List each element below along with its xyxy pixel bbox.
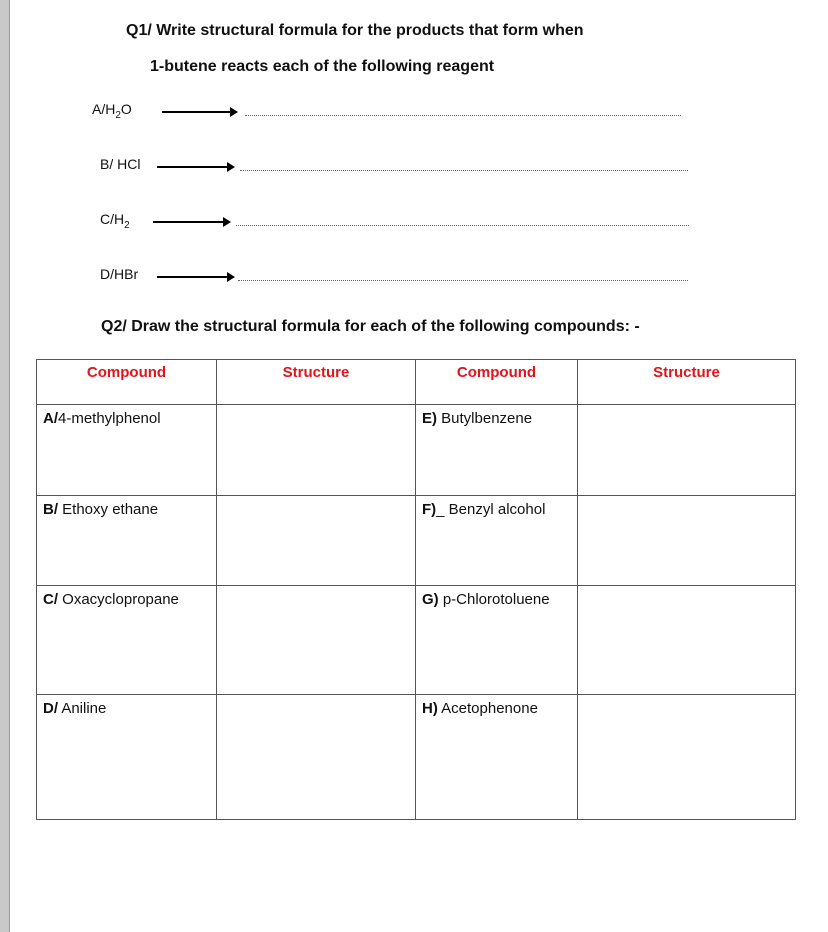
structure-cell[interactable]	[578, 405, 796, 496]
reaction-arrow	[157, 276, 233, 278]
q1-title: Q1/ Write structural formula for the products that form when	[126, 22, 584, 39]
answer-line	[238, 280, 688, 281]
compound-cell: D/ Aniline	[37, 695, 217, 820]
compound-cell: A/4-methylphenol	[37, 405, 217, 496]
answer-line	[240, 170, 688, 171]
table-row	[37, 695, 796, 820]
header-structure: Structure	[217, 360, 416, 405]
q1-subtitle: 1-butene reacts each of the following reagent	[150, 58, 495, 75]
header-compound: Compound	[416, 360, 578, 405]
table-row	[37, 496, 796, 586]
worksheet-page	[9, 0, 828, 932]
table-row	[37, 586, 796, 695]
structure-cell[interactable]	[578, 695, 796, 820]
header-structure: Structure	[578, 360, 796, 405]
reaction-arrow	[157, 166, 233, 168]
reagent-label: D/HBr	[100, 266, 139, 282]
compound-cell: F)_ Benzyl alcohol	[416, 496, 578, 586]
structure-cell[interactable]	[217, 405, 416, 496]
compound-cell: H) Acetophenone	[416, 695, 578, 820]
structure-cell[interactable]	[578, 586, 796, 695]
answer-line	[236, 225, 689, 226]
compound-cell: B/ Ethoxy ethane	[37, 496, 217, 586]
header-compound: Compound	[37, 360, 217, 405]
structure-cell[interactable]	[217, 586, 416, 695]
answer-line	[245, 115, 681, 116]
reagent-label: B/ HCl	[100, 156, 141, 172]
compound-cell: C/ Oxacyclopropane	[37, 586, 217, 695]
compound-cell: G) p-Chlorotoluene	[416, 586, 578, 695]
structure-cell[interactable]	[217, 496, 416, 586]
q2-title: Q2/ Draw the structural formula for each of the following compounds: -	[101, 318, 640, 335]
reaction-arrow	[162, 111, 236, 113]
reagent-label: $A/H_2O$	[92, 101, 132, 121]
structure-cell[interactable]	[217, 695, 416, 820]
table-row	[37, 405, 796, 496]
reaction-arrow	[153, 221, 229, 223]
compounds-table	[36, 359, 796, 820]
compound-cell: E) Butylbenzene	[416, 405, 578, 496]
reagent-label: $C/H_2$	[100, 211, 130, 231]
table-header-row	[37, 360, 796, 405]
structure-cell[interactable]	[578, 496, 796, 586]
